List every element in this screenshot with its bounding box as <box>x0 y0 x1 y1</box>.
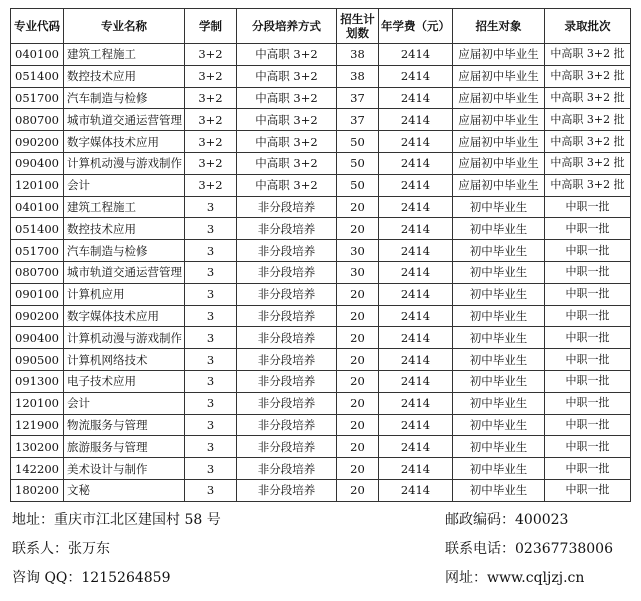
cell-target: 应届初中毕业生 <box>453 109 545 131</box>
table-row <box>11 87 631 109</box>
table-row <box>11 218 631 240</box>
cell-fee: 2414 <box>379 65 453 87</box>
cell-target: 初中毕业生 <box>453 240 545 262</box>
header-quota <box>337 9 379 44</box>
cell-target: 应届初中毕业生 <box>453 87 545 109</box>
cell-code: 091300 <box>11 370 64 392</box>
cell-batch: 中高职 3+2 批 <box>545 87 631 109</box>
cell-target: 初中毕业生 <box>453 414 545 436</box>
cell-target: 应届初中毕业生 <box>453 65 545 87</box>
cell-mode: 非分段培养 <box>237 218 337 240</box>
cell-quota: 50 <box>337 131 379 153</box>
cell-code: 130200 <box>11 436 64 458</box>
footer-row-1 <box>12 508 627 532</box>
cell-code: 051400 <box>11 218 64 240</box>
cell-name: 计算机动漫与游戏制作 <box>64 327 185 349</box>
cell-name: 计算机动漫与游戏制作 <box>64 152 185 174</box>
cell-mode: 非分段培养 <box>237 196 337 218</box>
table-row <box>11 349 631 371</box>
table-row <box>11 240 631 262</box>
cell-name: 汽车制造与检修 <box>64 87 185 109</box>
cell-duration: 3+2 <box>185 152 237 174</box>
cell-batch: 中高职 3+2 批 <box>545 152 631 174</box>
table-row <box>11 261 631 283</box>
header-target: 招生对象 <box>453 9 545 44</box>
header-code: 专业代码 <box>11 9 64 44</box>
cell-batch: 中职一批 <box>545 479 631 501</box>
cell-target: 应届初中毕业生 <box>453 44 545 66</box>
admissions-table <box>10 8 631 502</box>
cell-mode: 中高职 3+2 <box>237 131 337 153</box>
cell-quota: 20 <box>337 305 379 327</box>
footer-qq: 咨询 QQ：1215264859 <box>12 570 171 586</box>
cell-fee: 2414 <box>379 44 453 66</box>
table-row <box>11 414 631 436</box>
cell-name: 电子技术应用 <box>64 370 185 392</box>
header-name: 专业名称 <box>64 9 185 44</box>
cell-code: 142200 <box>11 458 64 480</box>
cell-name: 计算机应用 <box>64 283 185 305</box>
cell-mode: 非分段培养 <box>237 283 337 305</box>
cell-quota: 38 <box>337 65 379 87</box>
contact-footer <box>12 508 627 598</box>
cell-name: 数字媒体技术应用 <box>64 131 185 153</box>
table-row <box>11 65 631 87</box>
cell-mode: 非分段培养 <box>237 261 337 283</box>
header-quota-line1: 招生计 <box>340 12 375 26</box>
cell-name: 数字媒体技术应用 <box>64 305 185 327</box>
cell-quota: 20 <box>337 458 379 480</box>
cell-code: 051400 <box>11 65 64 87</box>
cell-fee: 2414 <box>379 174 453 196</box>
cell-target: 初中毕业生 <box>453 327 545 349</box>
cell-name: 文秘 <box>64 479 185 501</box>
cell-batch: 中高职 3+2 批 <box>545 65 631 87</box>
cell-fee: 2414 <box>379 109 453 131</box>
cell-name: 建筑工程施工 <box>64 196 185 218</box>
cell-mode: 非分段培养 <box>237 392 337 414</box>
cell-code: 120100 <box>11 392 64 414</box>
cell-target: 初中毕业生 <box>453 436 545 458</box>
cell-batch: 中职一批 <box>545 327 631 349</box>
cell-quota: 20 <box>337 370 379 392</box>
cell-batch: 中职一批 <box>545 283 631 305</box>
cell-quota: 37 <box>337 109 379 131</box>
cell-mode: 非分段培养 <box>237 349 337 371</box>
table-row <box>11 109 631 131</box>
cell-mode: 中高职 3+2 <box>237 65 337 87</box>
cell-quota: 20 <box>337 414 379 436</box>
footer-postcode: 邮政编码：400023 <box>445 512 569 528</box>
cell-mode: 非分段培养 <box>237 458 337 480</box>
cell-mode: 非分段培养 <box>237 370 337 392</box>
footer-phone: 联系电话：02367738006 <box>445 541 613 557</box>
cell-code: 080700 <box>11 109 64 131</box>
cell-name: 旅游服务与管理 <box>64 436 185 458</box>
cell-target: 初中毕业生 <box>453 261 545 283</box>
cell-quota: 20 <box>337 436 379 458</box>
cell-batch: 中职一批 <box>545 458 631 480</box>
cell-mode: 中高职 3+2 <box>237 44 337 66</box>
cell-code: 120100 <box>11 174 64 196</box>
cell-mode: 非分段培养 <box>237 414 337 436</box>
cell-duration: 3+2 <box>185 174 237 196</box>
cell-code: 040100 <box>11 44 64 66</box>
cell-batch: 中高职 3+2 批 <box>545 131 631 153</box>
cell-duration: 3 <box>185 196 237 218</box>
footer-row-2 <box>12 537 627 561</box>
cell-quota: 50 <box>337 174 379 196</box>
cell-batch: 中职一批 <box>545 392 631 414</box>
cell-target: 初中毕业生 <box>453 392 545 414</box>
table-row <box>11 174 631 196</box>
cell-name: 城市轨道交通运营管理 <box>64 261 185 283</box>
cell-duration: 3+2 <box>185 44 237 66</box>
table-row <box>11 131 631 153</box>
cell-code: 090400 <box>11 152 64 174</box>
cell-duration: 3+2 <box>185 109 237 131</box>
cell-quota: 30 <box>337 261 379 283</box>
table-row <box>11 327 631 349</box>
cell-fee: 2414 <box>379 131 453 153</box>
cell-batch: 中高职 3+2 批 <box>545 109 631 131</box>
cell-duration: 3+2 <box>185 87 237 109</box>
cell-target: 初中毕业生 <box>453 349 545 371</box>
cell-batch: 中职一批 <box>545 261 631 283</box>
footer-contact: 联系人：张万东 <box>12 541 110 557</box>
table-row <box>11 196 631 218</box>
cell-fee: 2414 <box>379 152 453 174</box>
footer-row-3 <box>12 566 627 590</box>
cell-fee: 2414 <box>379 392 453 414</box>
cell-mode: 非分段培养 <box>237 479 337 501</box>
cell-fee: 2414 <box>379 327 453 349</box>
cell-target: 初中毕业生 <box>453 479 545 501</box>
table-row <box>11 152 631 174</box>
cell-duration: 3+2 <box>185 65 237 87</box>
cell-quota: 50 <box>337 152 379 174</box>
cell-fee: 2414 <box>379 436 453 458</box>
cell-code: 051700 <box>11 87 64 109</box>
cell-fee: 2414 <box>379 305 453 327</box>
cell-duration: 3 <box>185 458 237 480</box>
cell-fee: 2414 <box>379 283 453 305</box>
cell-code: 090100 <box>11 283 64 305</box>
cell-duration: 3 <box>185 240 237 262</box>
header-quota-line2: 划数 <box>346 26 369 40</box>
cell-name: 数控技术应用 <box>64 218 185 240</box>
footer-website: 网址：www.cqljzj.cn <box>445 570 585 586</box>
header-duration: 学制 <box>185 9 237 44</box>
table-header-row <box>11 9 631 44</box>
cell-mode: 中高职 3+2 <box>237 87 337 109</box>
cell-quota: 20 <box>337 196 379 218</box>
cell-duration: 3 <box>185 349 237 371</box>
table-row <box>11 479 631 501</box>
cell-code: 090500 <box>11 349 64 371</box>
cell-code: 080700 <box>11 261 64 283</box>
cell-duration: 3 <box>185 436 237 458</box>
cell-quota: 20 <box>337 327 379 349</box>
cell-duration: 3 <box>185 479 237 501</box>
table-body <box>11 44 631 502</box>
cell-name: 物流服务与管理 <box>64 414 185 436</box>
cell-duration: 3 <box>185 261 237 283</box>
cell-batch: 中职一批 <box>545 305 631 327</box>
cell-target: 初中毕业生 <box>453 370 545 392</box>
cell-batch: 中职一批 <box>545 218 631 240</box>
cell-code: 040100 <box>11 196 64 218</box>
cell-name: 会计 <box>64 392 185 414</box>
cell-quota: 20 <box>337 479 379 501</box>
cell-quota: 20 <box>337 218 379 240</box>
cell-duration: 3 <box>185 218 237 240</box>
cell-target: 初中毕业生 <box>453 218 545 240</box>
cell-quota: 20 <box>337 392 379 414</box>
table-row <box>11 392 631 414</box>
cell-code: 051700 <box>11 240 64 262</box>
cell-batch: 中职一批 <box>545 436 631 458</box>
cell-name: 数控技术应用 <box>64 65 185 87</box>
cell-duration: 3 <box>185 414 237 436</box>
cell-name: 建筑工程施工 <box>64 44 185 66</box>
cell-name: 美术设计与制作 <box>64 458 185 480</box>
cell-fee: 2414 <box>379 240 453 262</box>
cell-mode: 非分段培养 <box>237 240 337 262</box>
cell-name: 会计 <box>64 174 185 196</box>
cell-fee: 2414 <box>379 261 453 283</box>
cell-batch: 中高职 3+2 批 <box>545 174 631 196</box>
cell-mode: 非分段培养 <box>237 305 337 327</box>
cell-batch: 中高职 3+2 批 <box>545 44 631 66</box>
cell-fee: 2414 <box>379 87 453 109</box>
cell-code: 180200 <box>11 479 64 501</box>
cell-target: 应届初中毕业生 <box>453 131 545 153</box>
admissions-table-container <box>10 8 630 502</box>
header-mode: 分段培养方式 <box>237 9 337 44</box>
cell-target: 应届初中毕业生 <box>453 152 545 174</box>
table-row <box>11 44 631 66</box>
cell-batch: 中职一批 <box>545 414 631 436</box>
cell-mode: 中高职 3+2 <box>237 174 337 196</box>
cell-duration: 3 <box>185 370 237 392</box>
cell-fee: 2414 <box>379 414 453 436</box>
cell-fee: 2414 <box>379 458 453 480</box>
cell-mode: 非分段培养 <box>237 327 337 349</box>
cell-target: 初中毕业生 <box>453 305 545 327</box>
cell-code: 090200 <box>11 305 64 327</box>
header-fee: 年学费（元） <box>379 9 453 44</box>
cell-quota: 20 <box>337 349 379 371</box>
table-row <box>11 283 631 305</box>
cell-fee: 2414 <box>379 370 453 392</box>
cell-quota: 37 <box>337 87 379 109</box>
cell-target: 应届初中毕业生 <box>453 174 545 196</box>
cell-fee: 2414 <box>379 218 453 240</box>
cell-mode: 非分段培养 <box>237 436 337 458</box>
cell-batch: 中职一批 <box>545 370 631 392</box>
cell-duration: 3 <box>185 392 237 414</box>
header-batch: 录取批次 <box>545 9 631 44</box>
cell-target: 初中毕业生 <box>453 196 545 218</box>
table-row <box>11 458 631 480</box>
cell-duration: 3 <box>185 305 237 327</box>
cell-batch: 中职一批 <box>545 240 631 262</box>
cell-name: 汽车制造与检修 <box>64 240 185 262</box>
cell-target: 初中毕业生 <box>453 458 545 480</box>
cell-fee: 2414 <box>379 349 453 371</box>
cell-target: 初中毕业生 <box>453 283 545 305</box>
cell-quota: 20 <box>337 283 379 305</box>
cell-code: 121900 <box>11 414 64 436</box>
cell-code: 090200 <box>11 131 64 153</box>
cell-batch: 中职一批 <box>545 349 631 371</box>
cell-fee: 2414 <box>379 196 453 218</box>
cell-mode: 中高职 3+2 <box>237 152 337 174</box>
cell-duration: 3 <box>185 283 237 305</box>
cell-quota: 30 <box>337 240 379 262</box>
cell-name: 计算机网络技术 <box>64 349 185 371</box>
cell-duration: 3 <box>185 327 237 349</box>
cell-fee: 2414 <box>379 479 453 501</box>
table-row <box>11 305 631 327</box>
cell-batch: 中职一批 <box>545 196 631 218</box>
cell-quota: 38 <box>337 44 379 66</box>
table-row <box>11 436 631 458</box>
cell-code: 090400 <box>11 327 64 349</box>
cell-mode: 中高职 3+2 <box>237 109 337 131</box>
footer-address: 地址：重庆市江北区建国村 58 号 <box>12 512 221 528</box>
cell-name: 城市轨道交通运营管理 <box>64 109 185 131</box>
cell-duration: 3+2 <box>185 131 237 153</box>
table-row <box>11 370 631 392</box>
